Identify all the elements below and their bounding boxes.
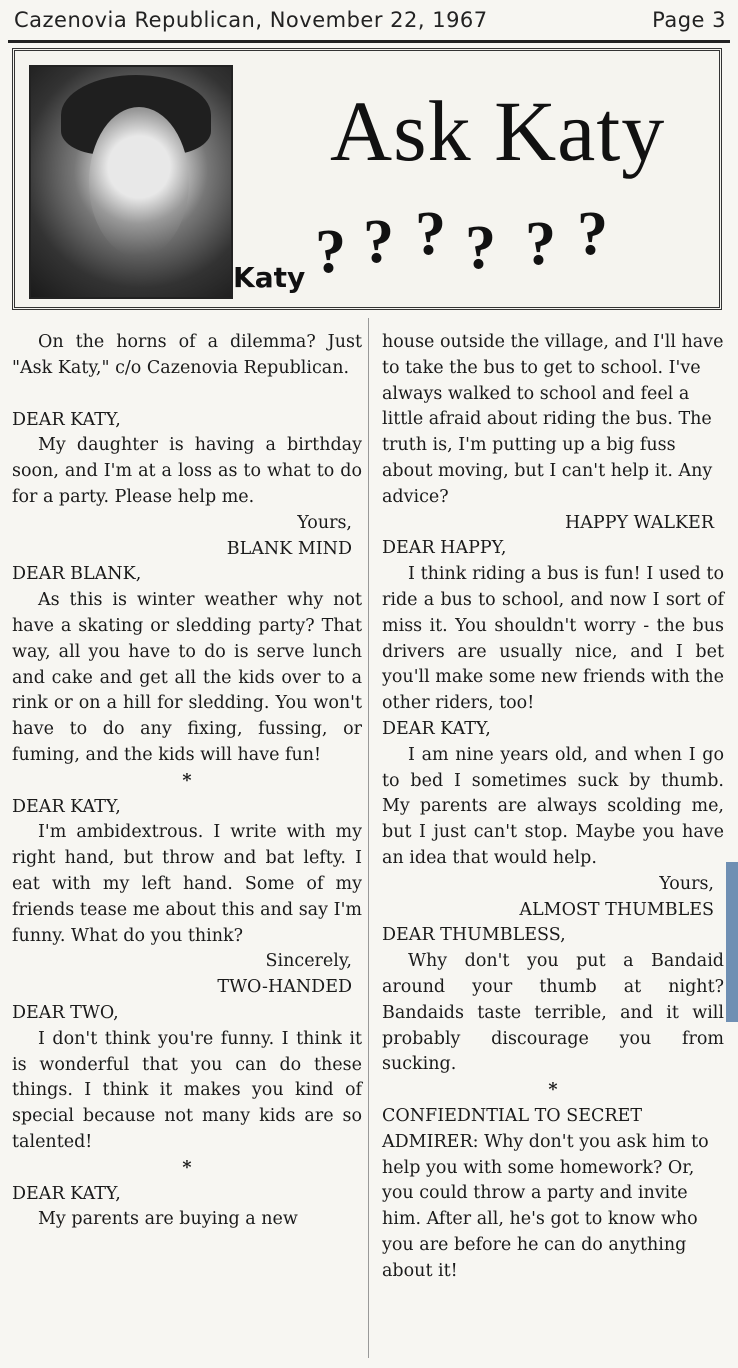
letter-signature: ALMOST THUMBLES bbox=[519, 899, 714, 920]
column-banner bbox=[12, 48, 722, 310]
body-paragraph: I'm ambidextrous. I write with my right hand, but throw and bat lefty. I eat with my left hand. Some of my friends tease me about this and say I'm funny. What do you think? bbox=[12, 822, 362, 946]
spacer bbox=[12, 382, 362, 408]
letter-signature: TWO-HANDED bbox=[217, 977, 352, 998]
body-paragraph: As this is winter weather why not have a skating or sledding party? That way, all you have to do is serve lunch and cake and get all the kids over to a rink or on a hill for sledding. You won't have to do any fixing, fussing, or fuming, and the kids will have fun! bbox=[12, 590, 362, 765]
section-separator: * bbox=[182, 1157, 192, 1178]
masthead bbox=[14, 4, 726, 38]
portrait-photo bbox=[29, 65, 233, 299]
body-paragraph: I don't think you're funny. I think it is wonderful that you can do these things. I think it makes you kind of special because not many kids are so talented! bbox=[12, 1028, 362, 1152]
column-divider bbox=[368, 318, 369, 1358]
column-title: Ask Katy bbox=[330, 83, 666, 179]
publication-line: Cazenovia Republican, November 22, 1967 bbox=[14, 8, 488, 32]
body-paragraph: house outside the village, and I'll have to take the bus to get to school. I've always walked to school and feel a little afraid about riding the bus. The truth is, I'm putting up a big fuss about moving, but I can't help it. Any advice? bbox=[382, 332, 724, 507]
letter-signature: Yours, bbox=[297, 512, 352, 533]
letter-signature: HAPPY WALKER bbox=[565, 512, 714, 533]
page-edge-tab bbox=[726, 862, 738, 1022]
letter-salutation: DEAR KATY, bbox=[12, 409, 121, 430]
body-paragraph: On the horns of a dilemma? Just "Ask Katy," c/o Cazenovia Republican. bbox=[12, 332, 362, 378]
letter-salutation: DEAR HAPPY, bbox=[382, 538, 507, 559]
page-number: Page 3 bbox=[652, 8, 726, 32]
section-separator: * bbox=[548, 1080, 558, 1101]
right-column bbox=[382, 330, 724, 1284]
portrait-face bbox=[89, 107, 189, 257]
photo-caption: Katy bbox=[233, 261, 306, 294]
section-separator: * bbox=[182, 770, 192, 791]
letter-signature: Yours, bbox=[659, 873, 714, 894]
letter-salutation: DEAR BLANK, bbox=[12, 564, 142, 585]
question-marks-decoration: ? ? ? ? ? ? bbox=[315, 200, 608, 286]
body-paragraph: I am nine years old, and when I go to bed I sometimes suck by thumb. My parents are always scolding me, but I just can't stop. Maybe you have an idea that would help. bbox=[382, 744, 724, 868]
body-paragraph: My parents are buying a new bbox=[38, 1209, 298, 1230]
letter-salutation: DEAR KATY, bbox=[12, 796, 121, 817]
letter-signature: BLANK MIND bbox=[226, 538, 352, 559]
letter-salutation: DEAR KATY, bbox=[382, 718, 491, 739]
letter-salutation: DEAR TWO, bbox=[12, 1002, 119, 1023]
letter-signature: Sincerely, bbox=[265, 951, 352, 972]
left-column bbox=[12, 330, 362, 1233]
header-rule bbox=[8, 40, 730, 43]
body-paragraph: My daughter is having a birthday soon, and I'm at a loss as to what to do for a party. Please help me. bbox=[12, 435, 362, 507]
letter-salutation: DEAR THUMBLESS, bbox=[382, 925, 566, 946]
letter-salutation: DEAR KATY, bbox=[12, 1183, 121, 1204]
body-paragraph: Why don't you put a Bandaid around your thumb at night? Bandaids taste terrible, and it will probably discourage you from sucking. bbox=[382, 951, 724, 1075]
body-paragraph: CONFIEDNTIAL TO SECRET ADMIRER: Why don't you ask him to help you with some homework? Or, you could throw a party and invite him. After all, he's got to know who you are before he can do anything about it! bbox=[382, 1105, 709, 1281]
body-paragraph: I think riding a bus is fun! I used to ride a bus to school, and now I sort of miss it. You shouldn't worry - the bus drivers are usually nice, and I bet you'll make some new friends with the other riders, too! bbox=[382, 564, 724, 714]
